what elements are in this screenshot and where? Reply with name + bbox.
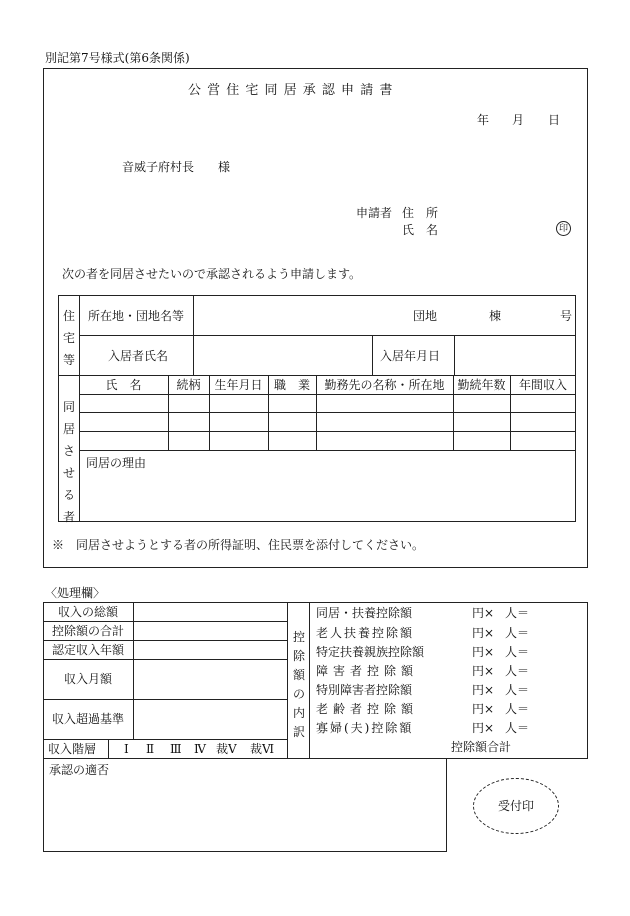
unit-yen-3: 円× bbox=[472, 645, 495, 659]
reason-label: 同居の理由 bbox=[86, 456, 147, 470]
resident-name-label: 入居者氏名 bbox=[108, 349, 169, 363]
processing-label: 〈処理欄〉 bbox=[45, 586, 106, 600]
details-table bbox=[58, 295, 576, 522]
attachment-note: ※ 同居させようとする者の所得証明、住民票を添付してください。 bbox=[52, 538, 425, 552]
row-certified-income: 認定収入年額 bbox=[51, 643, 124, 657]
unit-yen-7: 円× bbox=[472, 721, 495, 735]
deduction-side-label: 控除額の内訳 bbox=[292, 630, 305, 739]
location-label: 所在地・団地名等 bbox=[88, 309, 185, 323]
cohabitant-side-label: 同居させる者 bbox=[62, 400, 75, 524]
unit-person-4: 人＝ bbox=[505, 664, 530, 678]
unit-person-1: 人＝ bbox=[505, 606, 530, 620]
receipt-stamp-label: 受付印 bbox=[497, 799, 534, 813]
unit-yen-4: 円× bbox=[472, 664, 495, 678]
col-annual-income: 年間収入 bbox=[518, 378, 567, 392]
income-class-1: Ⅰ bbox=[124, 742, 129, 756]
col-years-service: 勤続年数 bbox=[457, 378, 506, 392]
deduction-row-3: 特定扶養親族控除額 bbox=[316, 645, 425, 659]
move-in-date-label: 入居年月日 bbox=[380, 349, 441, 363]
seal-icon: 印 bbox=[556, 221, 571, 236]
danchi-label: 団地 bbox=[413, 309, 438, 323]
income-class-6: 裁Ⅵ bbox=[250, 742, 275, 756]
name-label: 氏 名 bbox=[402, 223, 439, 237]
income-class-4: Ⅳ bbox=[194, 742, 206, 756]
deduction-row-1: 同居・扶養控除額 bbox=[316, 606, 413, 620]
unit-yen-1: 円× bbox=[472, 606, 495, 620]
request-statement: 次の者を同居させたいので承認されるよう申請します。 bbox=[62, 267, 362, 281]
unit-person-5: 人＝ bbox=[505, 683, 530, 697]
row-deduction-total: 控除額の合計 bbox=[51, 624, 124, 638]
deduction-row-6: 老齢者控除額 bbox=[316, 702, 419, 716]
deduction-row-5: 特別障害者控除額 bbox=[316, 683, 413, 697]
unit-person-2: 人＝ bbox=[505, 626, 530, 640]
deduction-row-7: 寡婦(夫)控除額 bbox=[316, 721, 414, 735]
deduction-row-4: 障害者控除額 bbox=[316, 664, 419, 678]
unit-person-6: 人＝ bbox=[505, 702, 530, 716]
addressee: 音威子府村長 様 bbox=[122, 160, 231, 174]
gou-label: 号 bbox=[560, 309, 573, 323]
col-birthdate: 生年月日 bbox=[214, 378, 263, 392]
col-occupation: 職 業 bbox=[273, 378, 310, 392]
unit-yen-6: 円× bbox=[472, 702, 495, 716]
date-month: 月 bbox=[512, 113, 525, 127]
income-class-3: Ⅲ bbox=[170, 742, 182, 756]
row-monthly-income: 収入月額 bbox=[63, 672, 112, 686]
address-label: 住 所 bbox=[402, 206, 439, 220]
form-reference: 別記第7号様式(第6条関係) bbox=[45, 51, 190, 65]
deduction-row-2: 老人扶養控除額 bbox=[316, 626, 415, 640]
row-total-income: 収入の総額 bbox=[57, 605, 118, 619]
unit-yen-2: 円× bbox=[472, 626, 495, 640]
date-day: 日 bbox=[548, 113, 561, 127]
applicant-label: 申請者 bbox=[356, 206, 393, 220]
approval-label: 承認の適否 bbox=[49, 763, 110, 777]
unit-person-7: 人＝ bbox=[505, 721, 530, 735]
date-year: 年 bbox=[477, 113, 490, 127]
receipt-stamp bbox=[473, 778, 559, 834]
col-workplace: 勤務先の名称・所在地 bbox=[324, 378, 445, 392]
income-class-5: 裁Ⅴ bbox=[216, 742, 237, 756]
income-class-2: Ⅱ bbox=[146, 742, 155, 756]
unit-yen-5: 円× bbox=[472, 683, 495, 697]
row-excess-standard: 収入超過基準 bbox=[51, 712, 124, 726]
housing-side-label: 住宅等 bbox=[62, 309, 75, 367]
income-class-label: 収入階層 bbox=[48, 742, 97, 756]
tou-label: 棟 bbox=[489, 309, 502, 323]
col-relation: 続柄 bbox=[176, 378, 201, 392]
deduction-total-label: 控除額合計 bbox=[451, 740, 512, 754]
form-title: 公 営 住 宅 同 居 承 認 申 請 書 bbox=[188, 83, 394, 98]
unit-person-3: 人＝ bbox=[505, 645, 530, 659]
col-name: 氏 名 bbox=[105, 378, 142, 392]
